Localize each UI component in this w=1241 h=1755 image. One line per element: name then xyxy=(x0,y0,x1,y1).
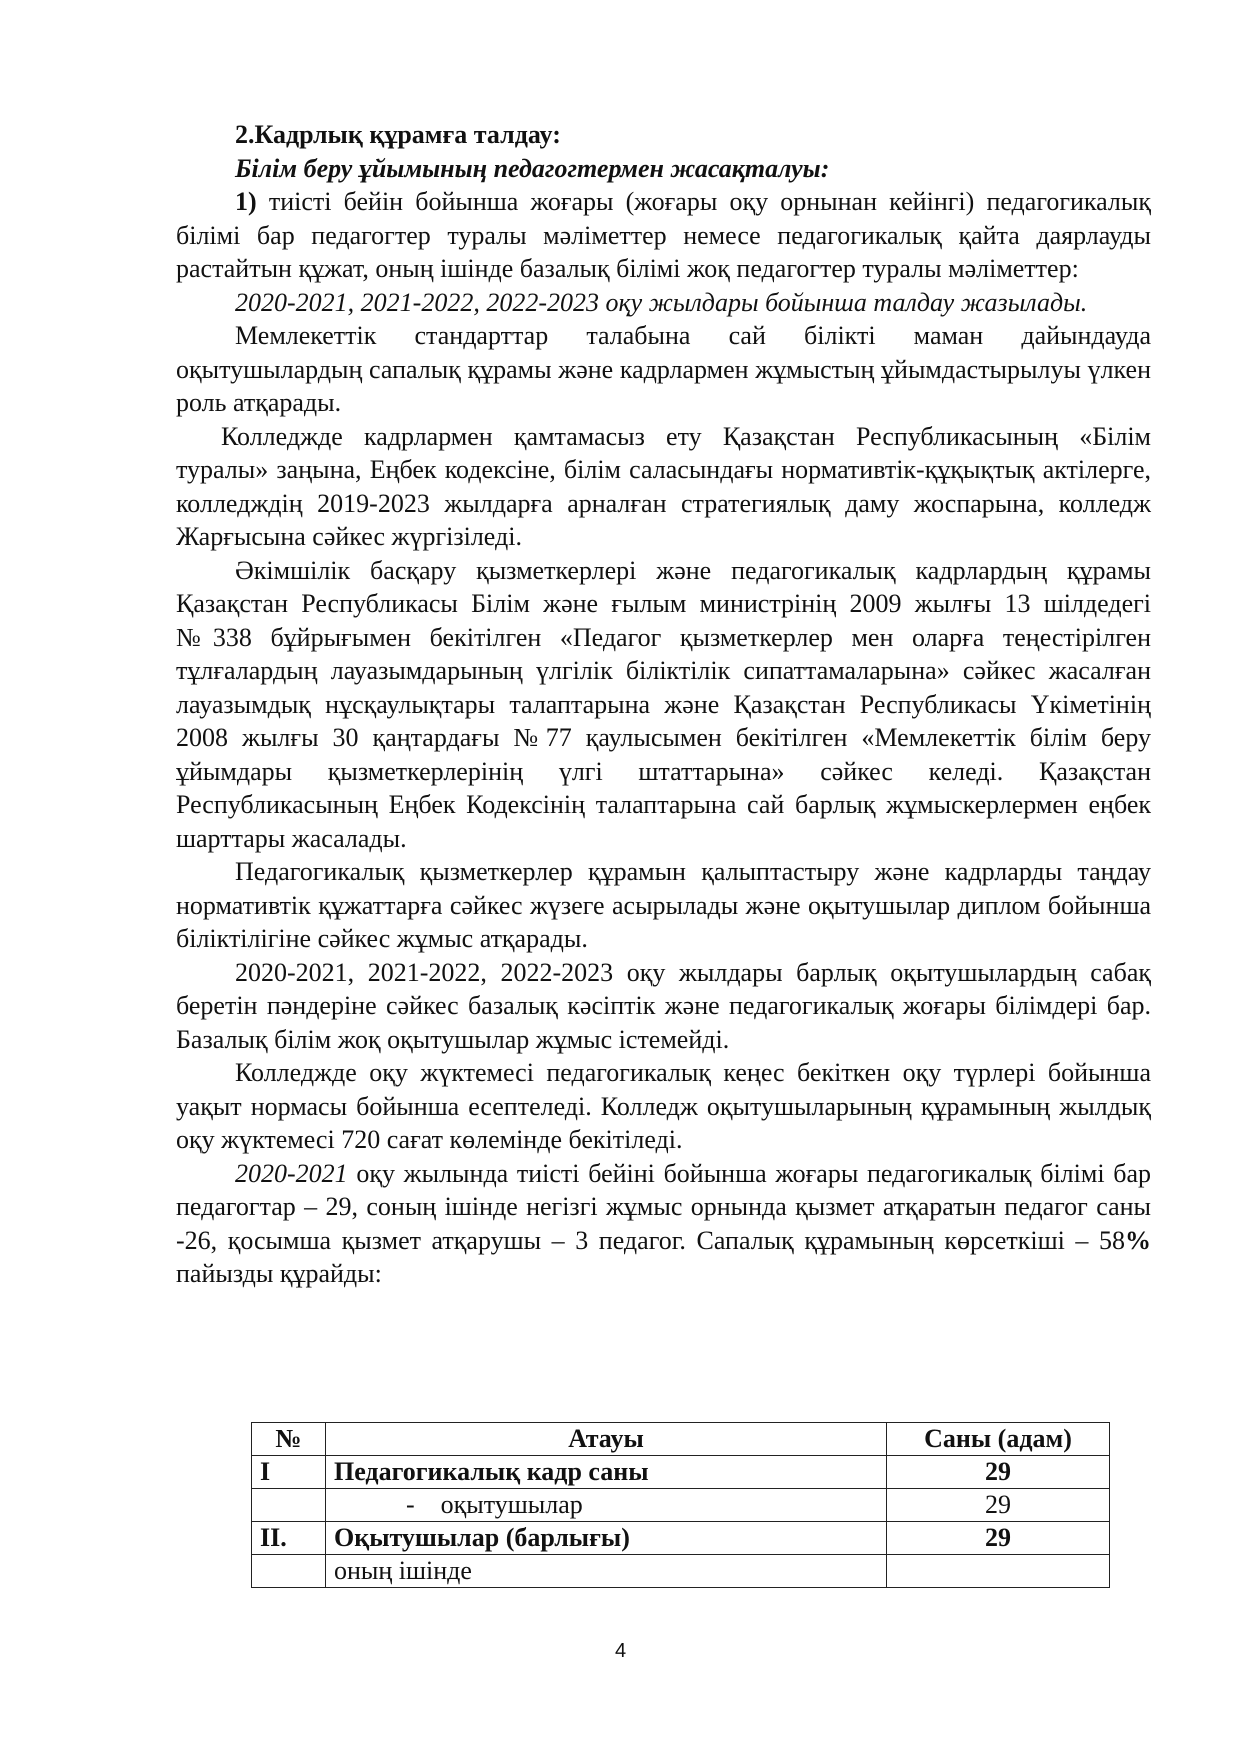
header-name: Атауы xyxy=(326,1423,887,1456)
paragraph-5: 2020-2021, 2021-2022, 2022-2023 оқу жылдары барлық оқытушылардың сабақ беретін пәндеріне сәйкес базалық кәсіптік және педагогикалық жоғары білімдері бар. Базалық білім жоқ оқытушылар жұмыс істемейді. xyxy=(176,957,1151,1054)
item-1-number: 1) xyxy=(235,187,257,216)
staff-table xyxy=(251,1422,1110,1588)
row-name: Оқытушылар (барлығы) xyxy=(326,1522,887,1555)
item-1-text: тиісті бейін бойынша жоғары (жоғары оқу орнынан кейінгі) педагогикалық білімі бар педагогтер туралы мәліметтер немесе педагогикалық қайта даярлауды растайтын құжат, оның ішінде базалық білімі жоқ педагогтер туралы мәліметтер: xyxy=(176,187,1151,283)
row-name: оның ішінде xyxy=(326,1555,887,1588)
paragraph-4: Педагогикалық қызметкерлер құрамын қалыптастыру және кадрларды таңдау нормативтік құжаттарға сәйкес жүзеге асырылады және оқытушылар диплом бойынша біліктілігіне сәйкес жұмыс атқарады. xyxy=(176,857,1151,953)
table-row xyxy=(252,1522,1110,1555)
row-count: 29 xyxy=(887,1522,1110,1555)
italic-note: 2020-2021, 2021-2022, 2022-2023 оқу жылдары бойынша талдау жазылады. xyxy=(235,287,1088,317)
document-body xyxy=(176,118,1151,1291)
paragraph-2: Колледжде кадрлармен қамтамасыз ету Қазақстан Республикасының «Білім туралы» заңына, Еңбек кодексіне, білім саласындағы нормативтік-құқықтық актілерге, колледждің 2019-2023 жылдарға арналған стратегиялық даму жоспарына, колледж Жарғысына сәйкес жүргізіледі. xyxy=(176,421,1151,551)
paragraph-1: Мемлекеттік стандарттар талабына сай білікті маман дайындауда оқытушылардың сапалық құрамы және кадрлармен жұмыстың ұйымдастырылуы үлкен роль атқарады. xyxy=(176,321,1151,417)
paragraph-7-percent: % xyxy=(1125,1225,1151,1255)
section-heading: 2.Кадрлық құрамға талдау: xyxy=(235,120,561,149)
row-count: 29 xyxy=(887,1489,1110,1522)
section-subheading: Білім беру ұйымының педагогтермен жасақталуы: xyxy=(235,153,830,183)
item-1-paragraph xyxy=(176,185,1151,286)
paragraph-7-year: 2020-2021 xyxy=(235,1158,348,1188)
table-header-row xyxy=(252,1423,1110,1456)
table-row xyxy=(252,1456,1110,1489)
row-number xyxy=(252,1555,326,1588)
header-count: Саны (адам) xyxy=(887,1423,1110,1456)
row-count xyxy=(887,1555,1110,1588)
paragraph-7 xyxy=(176,1157,1151,1291)
row-name: Педагогикалық кадр саны xyxy=(326,1456,887,1489)
row-number: I xyxy=(252,1456,326,1489)
table-row xyxy=(252,1489,1110,1522)
row-count: 29 xyxy=(887,1456,1110,1489)
table-row xyxy=(252,1555,1110,1588)
paragraph-7-text-b: пайызды құрайды: xyxy=(176,1259,382,1288)
header-number: № xyxy=(252,1423,326,1456)
paragraph-3: Әкімшілік басқару қызметкерлері және педагогикалық кадрлардың құрамы Қазақстан Республикасы Білім және ғылым министрінің 2009 жылғы 13 шілдедегі №338 бұйрығымен бекітілген «Педагог қызметкерлер мен оларға теңестірілген тұлғалардың лауазымдарының үлгілік біліктілік сипаттамаларына» сәйкес жасалған лауазымдық нұсқаулықтары талаптарына және Қазақстан Республикасы Үкіметінің 2008 жылғы 30 қаңтардағы №77 қаулысымен бекітілген «Мемлекеттік білім беру ұйымдары қызметкерлерінің үлгі штаттарына» сәйкес келеді. Қазақстан Республикасының Еңбек Кодексінің талаптарына сай барлық жұмыскерлермен еңбек шарттары жасалады. xyxy=(176,555,1151,853)
paragraph-7-text-a: оқу жылында тиісті бейіні бойынша жоғары педагогикалық білімі бар педагогтар – 29, соның ішінде негізгі жұмыс орнында қызмет атқаратын педагог саны -26, қосымша қызмет атқарушы – 3 педагог. Сапалық құрамының көрсеткіші – 58 xyxy=(176,1158,1151,1255)
row-number xyxy=(252,1489,326,1522)
page-number: 4 xyxy=(614,1640,627,1662)
row-number: II. xyxy=(252,1522,326,1555)
paragraph-6: Колледжде оқу жүктемесі педагогикалық кеңес бекіткен оқу түрлері бойынша уақыт нормасы бойынша есептеледі. Колледж оқытушыларының құрамының жылдық оқу жүктемесі 720 сағат көлемінде бекітіледі. xyxy=(176,1058,1151,1154)
row-name: - оқытушылар xyxy=(326,1489,887,1522)
